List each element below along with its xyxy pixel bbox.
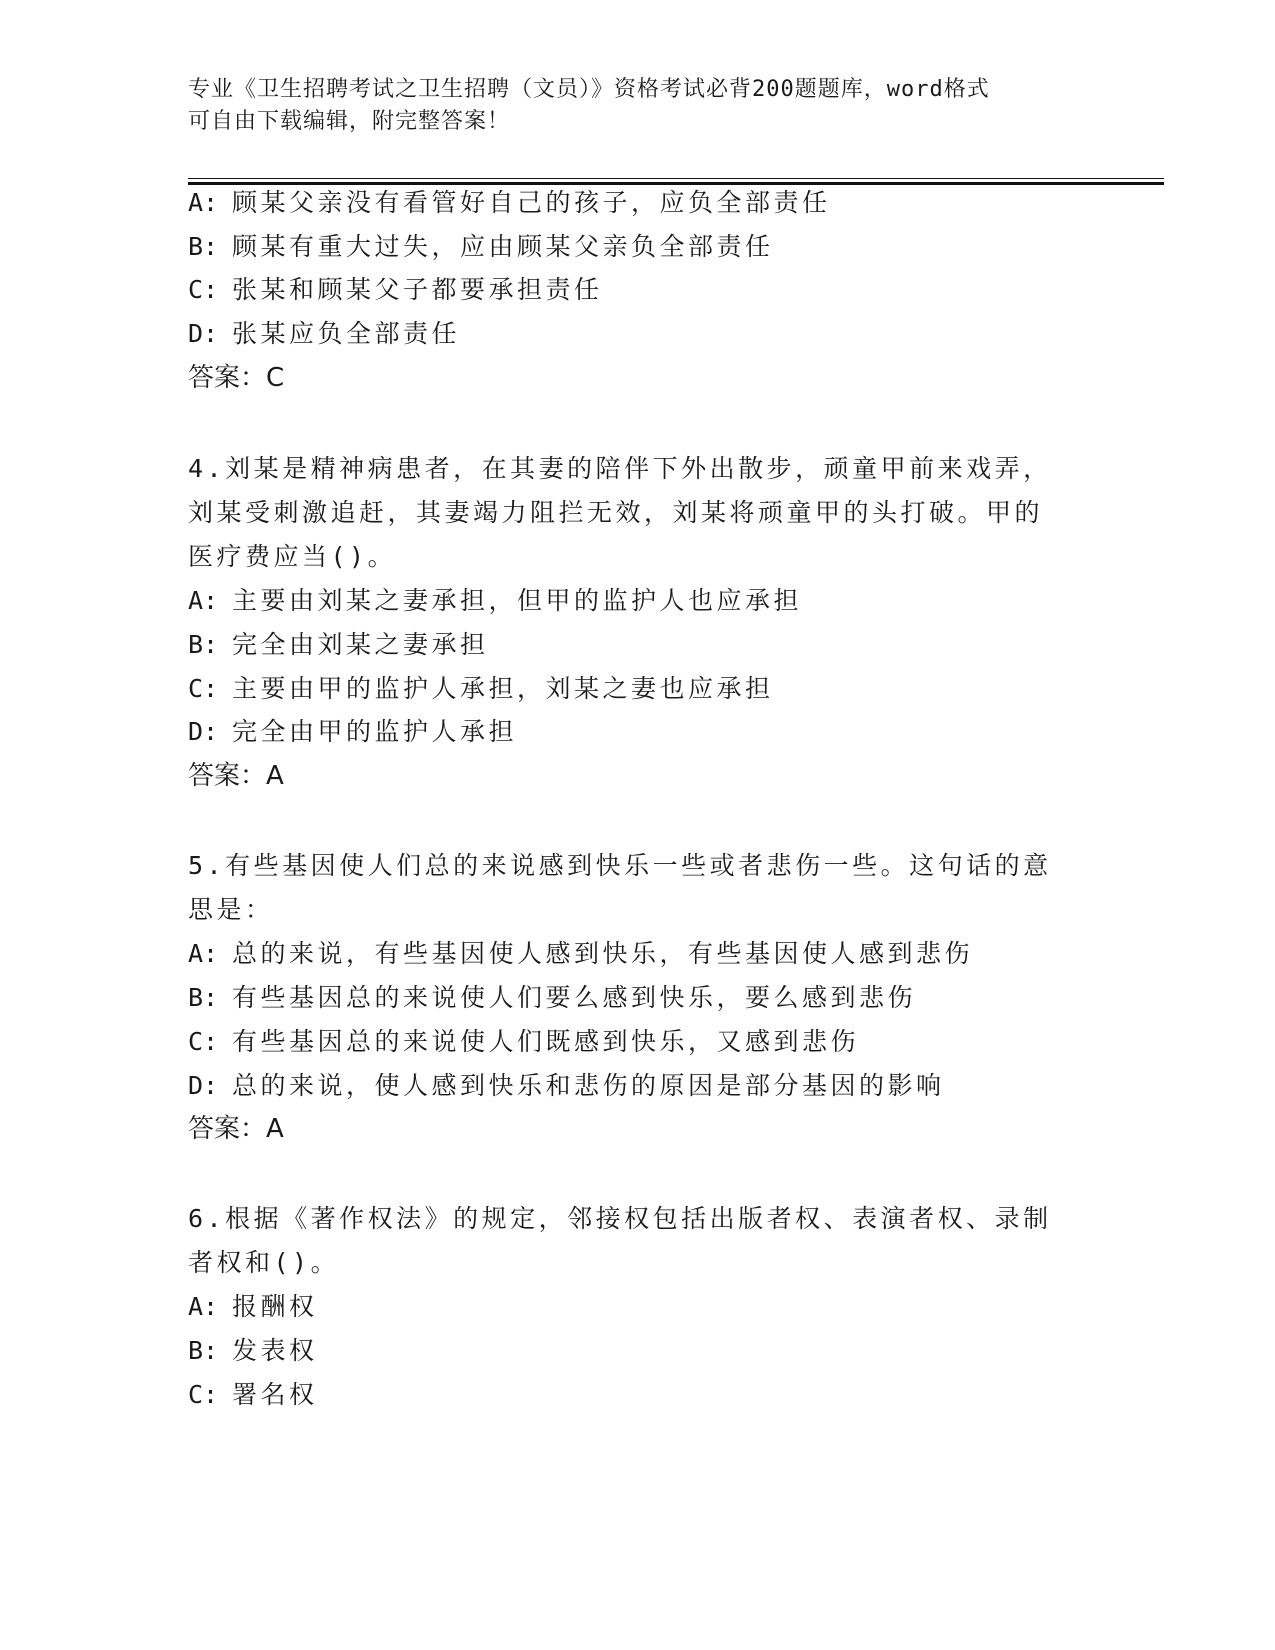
- option-text: 顾某父亲没有看管好自己的孩子，应负全部责任: [232, 188, 831, 217]
- option-text: 有些基因总的来说使人们既感到快乐，又感到悲伤: [232, 1027, 860, 1056]
- option-letter: B:: [188, 630, 219, 659]
- q5-answer: 答案：A: [188, 1114, 284, 1144]
- q5-option-a: [188, 939, 973, 969]
- option-letter: B:: [188, 1336, 219, 1365]
- option-letter: D:: [188, 319, 219, 348]
- q5-option-b: [188, 983, 916, 1013]
- option-letter: C:: [188, 1027, 219, 1056]
- q5-stem-line-2: 思是：: [188, 895, 274, 924]
- q3-answer: 答案：C: [188, 363, 285, 393]
- option-letter: C:: [188, 1380, 219, 1409]
- option-letter: D:: [188, 717, 219, 746]
- option-letter: A:: [188, 586, 219, 615]
- q6-option-b: [188, 1336, 318, 1366]
- option-text: 完全由甲的监护人承担: [232, 717, 518, 746]
- option-letter: D:: [188, 1071, 219, 1100]
- option-text: 主要由刘某之妻承担，但甲的监护人也应承担: [232, 586, 803, 615]
- q6-option-a: [188, 1292, 318, 1322]
- q4-answer: 答案：A: [188, 761, 284, 791]
- option-letter: A:: [188, 188, 219, 217]
- option-text: 主要由甲的监护人承担，刘某之妻也应承担: [232, 674, 774, 703]
- option-letter: A:: [188, 1292, 219, 1321]
- option-text: 署名权: [232, 1380, 318, 1409]
- q3-option-b: [188, 232, 774, 262]
- q6-stem-line-1: 6.根据《著作权法》的规定，邻接权包括出版者权、表演者权、录制: [188, 1204, 1052, 1233]
- option-text: 张某应负全部责任: [232, 319, 461, 348]
- header-line-1: 专业《卫生招聘考试之卫生招聘（文员）》资格考试必背200题题库，word格式: [188, 77, 990, 102]
- option-text: 发表权: [232, 1336, 318, 1365]
- q4-stem-line-1: 4.刘某是精神病患者，在其妻的陪伴下外出散步，顽童甲前来戏弄，: [188, 454, 1052, 483]
- option-letter: C:: [188, 674, 219, 703]
- header-rule-thin: [188, 178, 1164, 179]
- document-header: [188, 74, 1068, 138]
- q5-option-d: [188, 1071, 945, 1101]
- q6-option-c: [188, 1380, 318, 1410]
- q4-option-c: [188, 674, 774, 704]
- header-line-2: 可自由下载编辑，附完整答案！: [188, 109, 511, 134]
- option-letter: C:: [188, 275, 219, 304]
- q4-option-a: [188, 586, 802, 616]
- q3-option-d: [188, 319, 460, 349]
- option-text: 总的来说，使人感到快乐和悲伤的原因是部分基因的影响: [232, 1071, 945, 1100]
- q4-option-d: [188, 717, 517, 747]
- option-text: 完全由刘某之妻承担: [232, 630, 489, 659]
- option-text: 有些基因总的来说使人们要么感到快乐，要么感到悲伤: [232, 983, 917, 1012]
- q5-stem-line-1: 5.有些基因使人们总的来说感到快乐一些或者悲伤一些。这句话的意: [188, 851, 1052, 880]
- q3-option-a: [188, 188, 831, 218]
- q4-stem-line-2: 刘某受刺激追赶，其妻竭力阻拦无效，刘某将顽童甲的头打破。甲的: [188, 498, 1044, 527]
- option-letter: A:: [188, 939, 219, 968]
- q4-stem-line-3: 医疗费应当()。: [188, 542, 397, 571]
- q3-option-c: [188, 275, 603, 305]
- q4-option-b: [188, 630, 489, 660]
- option-text: 顾某有重大过失，应由顾某父亲负全部责任: [232, 232, 774, 261]
- option-text: 张某和顾某父子都要承担责任: [232, 275, 603, 304]
- option-text: 报酬权: [232, 1292, 318, 1321]
- option-letter: B:: [188, 983, 219, 1012]
- q6-stem-line-2: 者权和()。: [188, 1248, 340, 1277]
- option-letter: B:: [188, 232, 219, 261]
- option-text: 总的来说，有些基因使人感到快乐，有些基因使人感到悲伤: [232, 939, 974, 968]
- header-rule-thick: [188, 182, 1164, 185]
- q5-option-c: [188, 1027, 859, 1057]
